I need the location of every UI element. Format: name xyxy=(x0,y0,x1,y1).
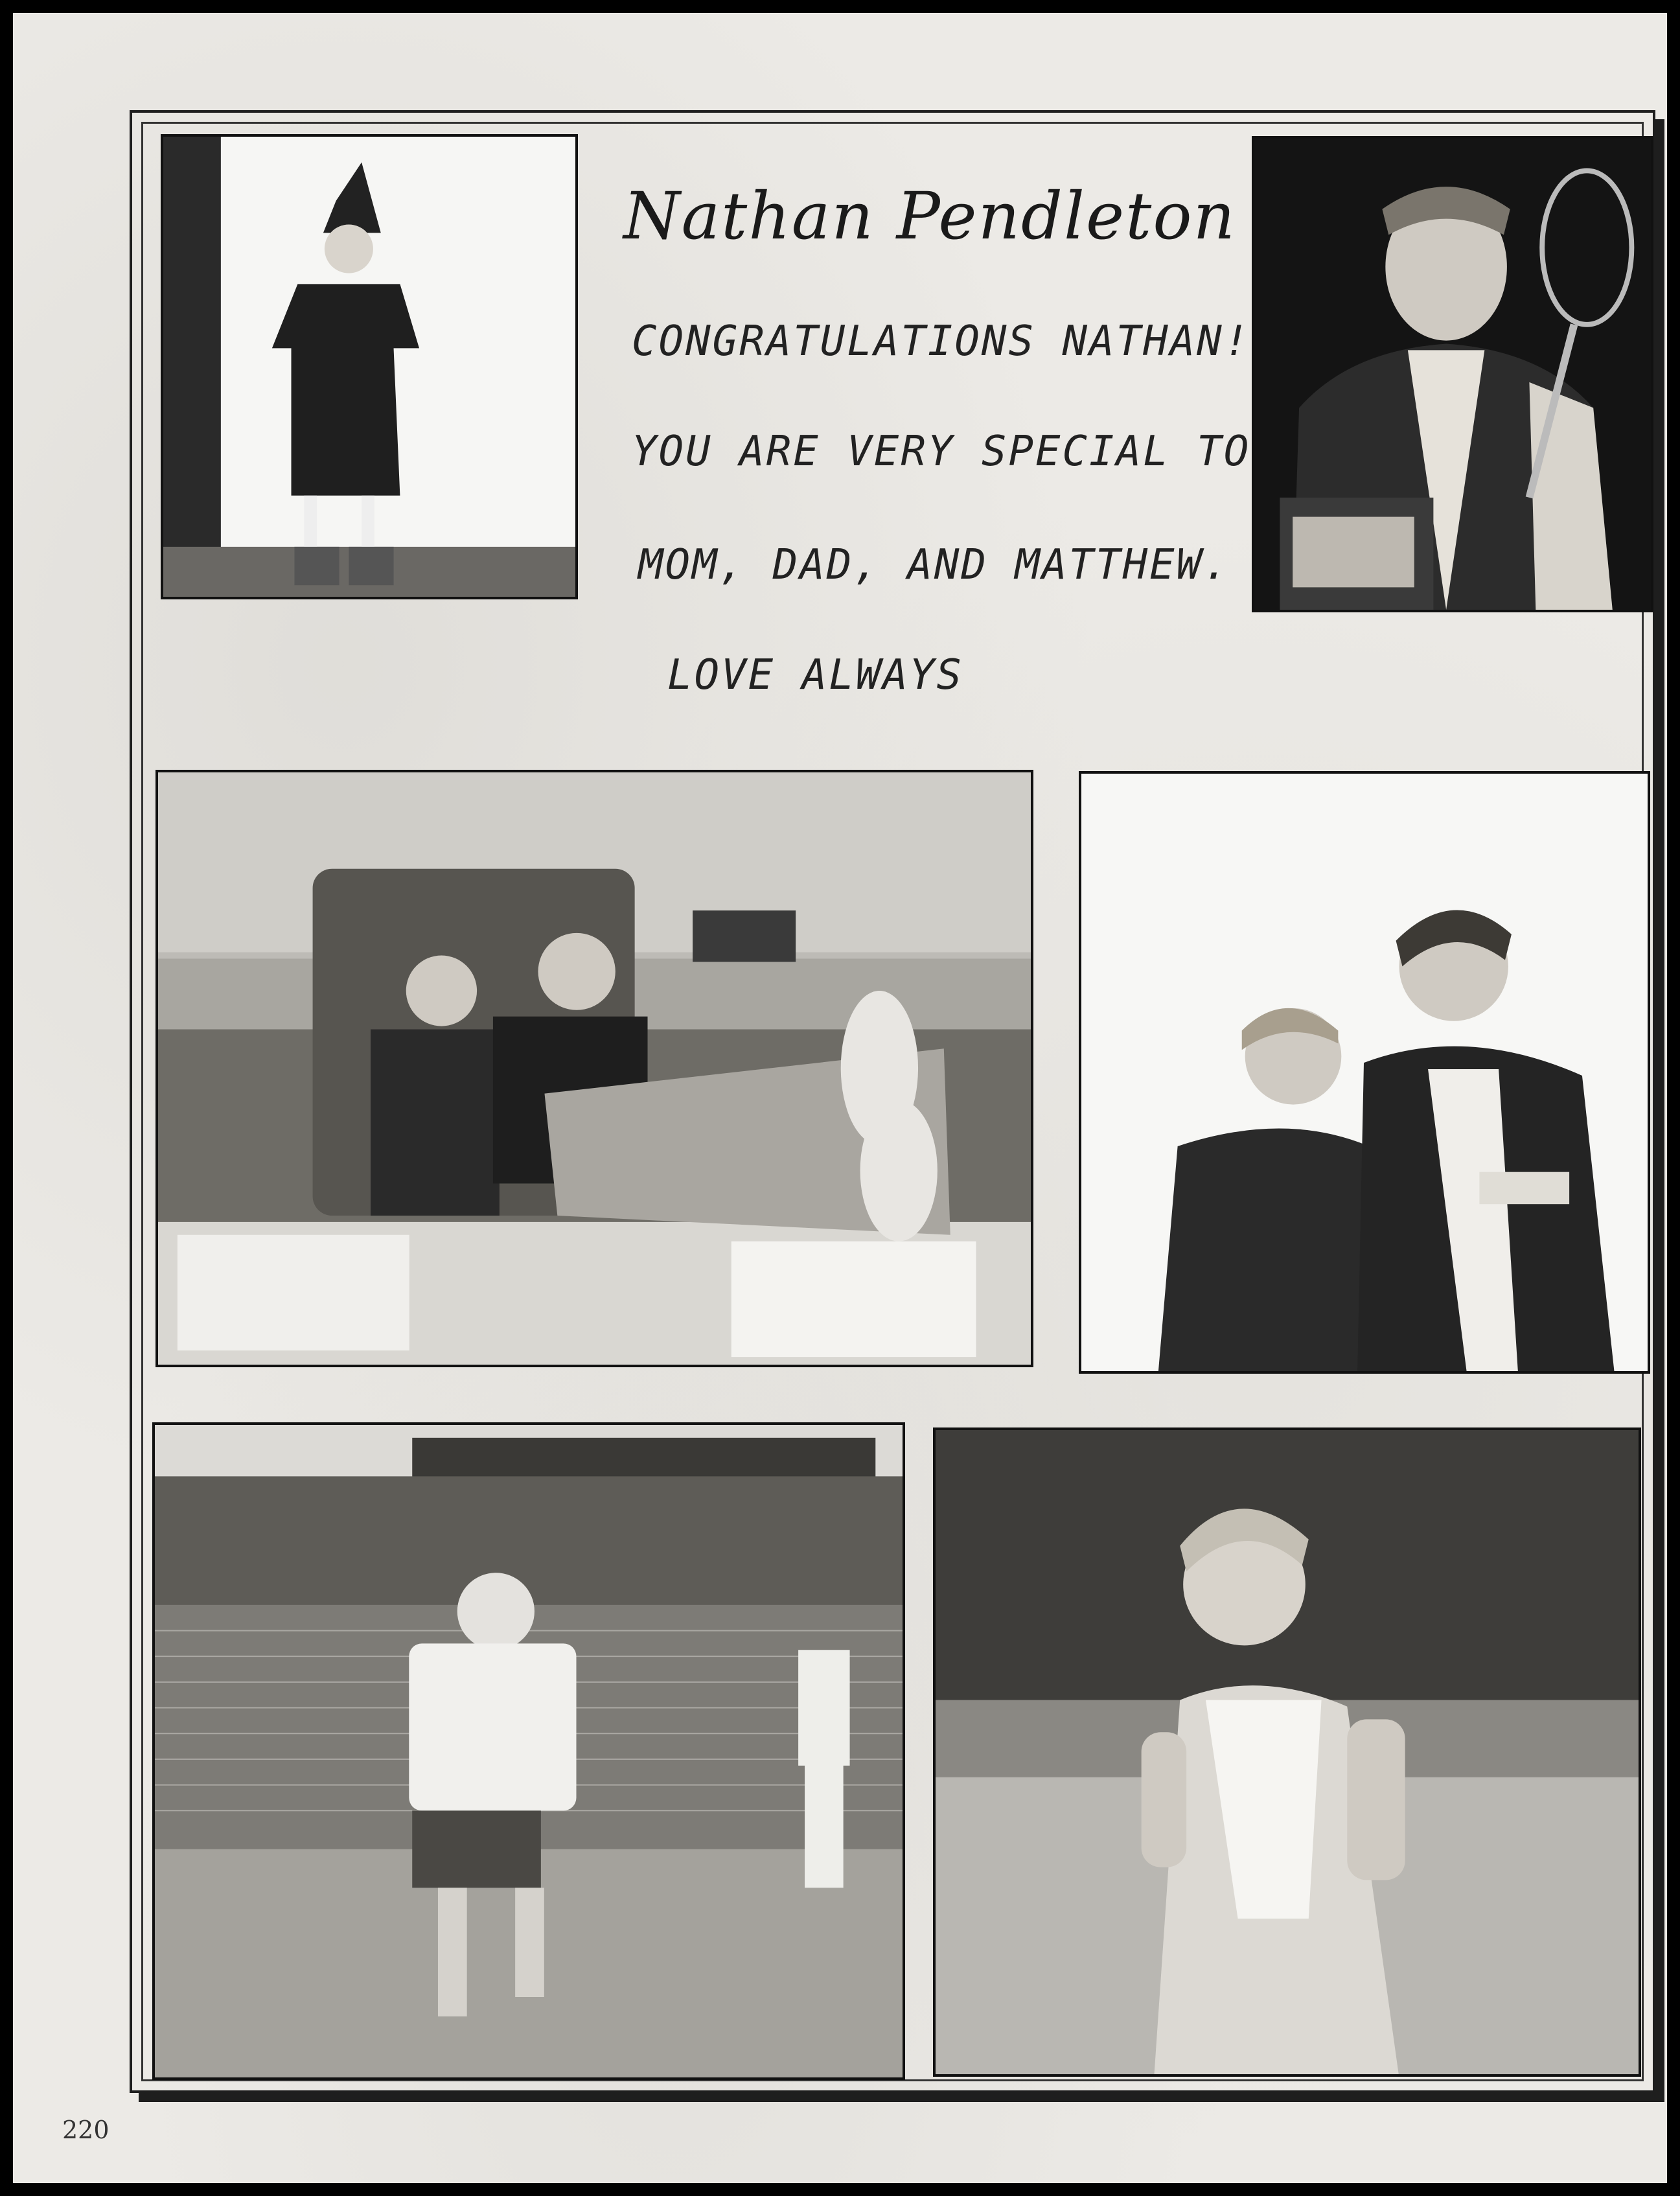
page-number: 220 xyxy=(62,2116,109,2144)
photo-senior-portrait xyxy=(1252,136,1653,612)
photo-toddler-costume xyxy=(161,134,578,599)
message-line-2: YOU ARE VERY SPECIAL TO xyxy=(632,428,1251,476)
photo-brothers-outdoors xyxy=(1079,771,1650,1374)
page-title: Nathan Pendleton xyxy=(623,178,1236,254)
photo-lacrosse-game xyxy=(152,1422,905,2080)
photo-boy-running xyxy=(933,1427,1641,2077)
message-line-4: LOVE ALWAYS xyxy=(667,651,963,699)
message-line-3: MOM, DAD, AND MATTHEW. xyxy=(638,541,1230,589)
yearbook-page xyxy=(13,13,1667,2183)
message-line-1: CONGRATULATIONS NATHAN! xyxy=(632,318,1251,365)
photo-boys-at-desk xyxy=(155,770,1033,1367)
